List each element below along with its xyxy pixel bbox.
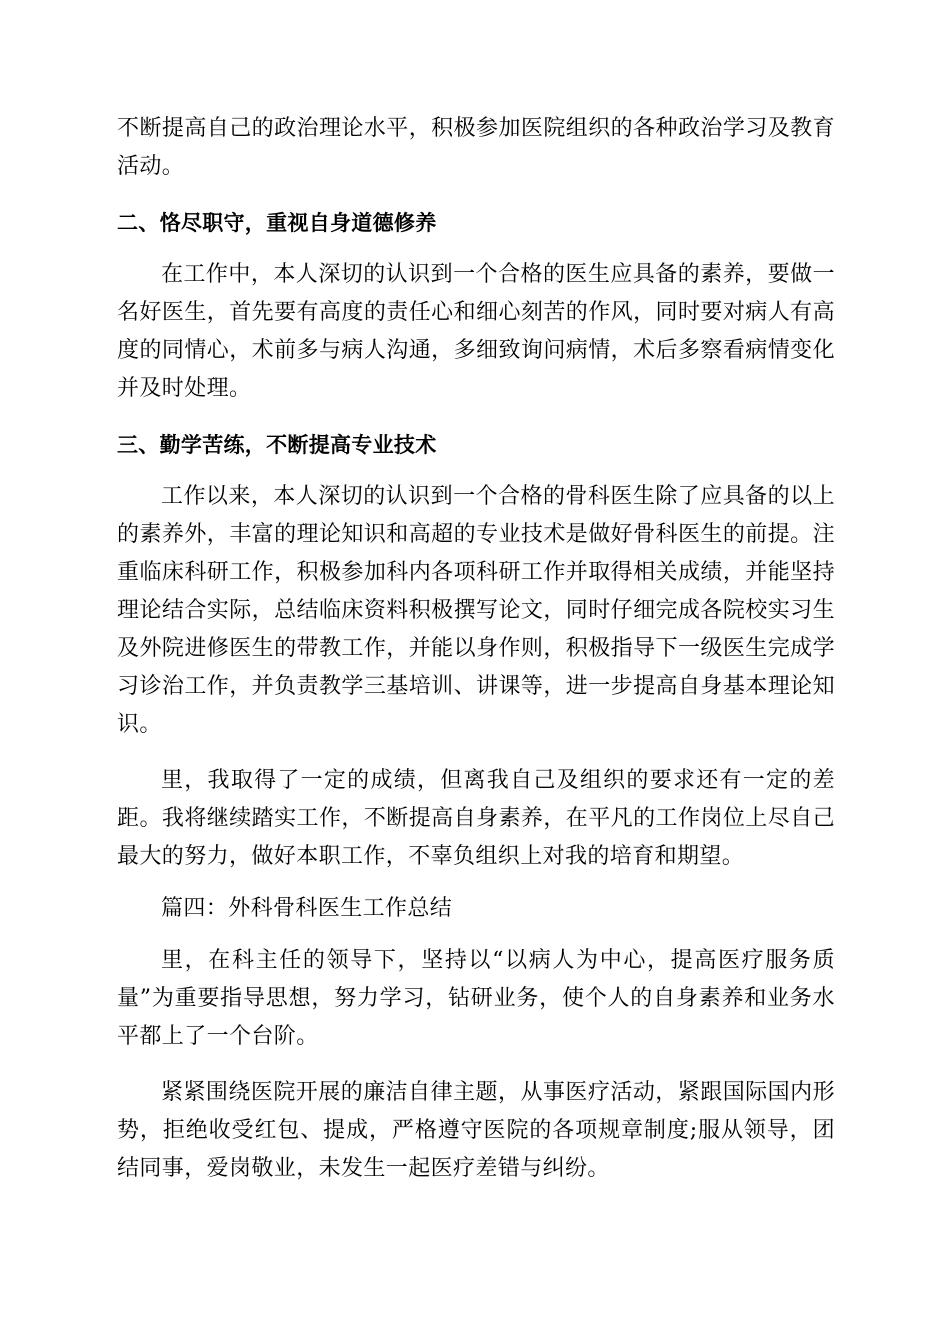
section-heading-2: 二、恪尽职守，重视自身道德修养: [117, 210, 437, 235]
paragraph-leadership: 里，在科主任的领导下，坚持以“以病人为中心，提高医疗服务质量”为重要指导思想，努力学习，钻研业务，使个人的自身素养和业务水平都上了一个台阶。: [117, 948, 835, 1049]
paragraph-professional-skills: 工作以来，本人深切的认识到一个合格的骨科医生除了应具备的以上的素养外，丰富的理论知识和高超的专业技术是做好骨科医生的前提。注重临床科研工作，积极参加科内各项科研工作并取得相关成绩，并能坚持理论结合实际，总结临床资料积极撰写论文，同时仔细完成各院校实习生及外院进修医生的带教工作，并能以身作则，积极指导下一级医生完成学习诊治工作，并负责教学三基培训、讲课等，进一步提高自身基本理论知识。: [117, 484, 835, 737]
paragraph-integrity: 紧紧围绕医院开展的廉洁自律主题，从事医疗活动，紧跟国际国内形势，拒绝收受红包、提成，严格遵守医院的各项规章制度;服从领导，团结同事，爱岗敬业，未发生一起医疗差错与纠纷。: [117, 1080, 835, 1181]
paragraph-achievements: 里，我取得了一定的成绩，但离我自己及组织的要求还有一定的差距。我将继续踏实工作，不断提高自身素养，在平凡的工作岗位上尽自己最大的努力，做好本职工作，不辜负组织上对我的培育和期望。: [117, 768, 835, 869]
paragraph-political-study: 不断提高自己的政治理论水平，积极参加医院组织的各种政治学习及教育活动。: [117, 116, 835, 179]
document-page: [117, 110, 835, 1188]
chapter-title-4: 篇四：外科骨科医生工作总结: [161, 896, 453, 921]
section-heading-3: 三、勤学苦练，不断提高专业技术: [117, 432, 437, 457]
paragraph-duty: 在工作中，本人深切的认识到一个合格的医生应具备的素养，要做一名好医生，首先要有高度的责任心和细心刻苦的作风，同时要对病人有高度的同情心，术前多与病人沟通，多细致询问病情，术后多察看病情变化并及时处理。: [117, 262, 835, 401]
